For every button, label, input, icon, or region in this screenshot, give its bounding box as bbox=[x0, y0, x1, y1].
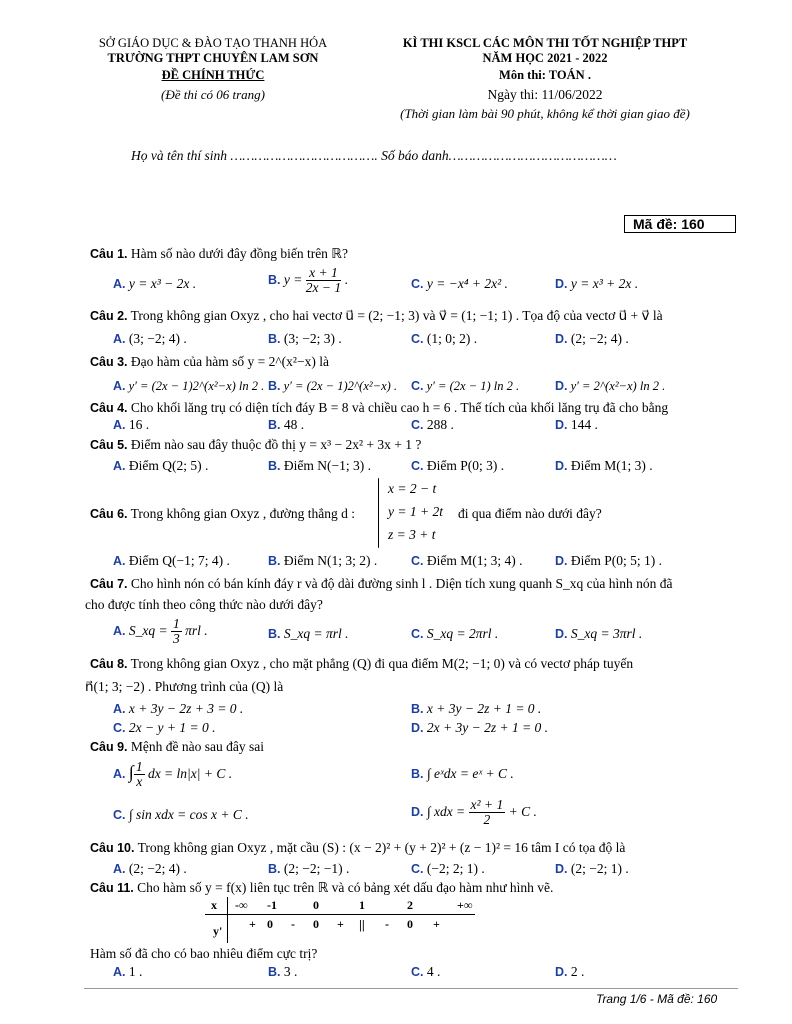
table-x-value: 2 bbox=[407, 898, 413, 912]
q9-option-c: C. ∫ sin xdx = cos x + C . bbox=[113, 807, 249, 822]
q11-option-d: D. 2 . bbox=[555, 964, 585, 979]
q4-option-a: A. 16 . bbox=[113, 417, 150, 432]
q5-option-b: B. Điểm N(−1; 3) . bbox=[268, 458, 371, 473]
exam-date: Ngày thi: 11/06/2022 bbox=[487, 87, 603, 102]
table-x-value: 0 bbox=[313, 898, 319, 912]
question-9: Câu 9. Mệnh đề nào sau đây sai bbox=[90, 739, 264, 754]
q1-option-d: D. y = x³ + 2x . bbox=[555, 276, 639, 291]
q9-option-a: A. ∫ $\frac{1}{x}$ dx = ln|x| + C . bbox=[113, 759, 233, 790]
q5-option-c: C. Điểm P(0; 3) . bbox=[411, 458, 505, 473]
question-2: Câu 2. Trong không gian Oxyz , cho hai vectơ u⃗ = (2; −1; 3) và v⃗ = (1; −1; 1) . Tọa độ của vectơ u⃗ + v⃗ là bbox=[90, 308, 663, 323]
table-x-value: 1 bbox=[359, 898, 365, 912]
table-vertical-line bbox=[227, 897, 228, 943]
question-text: Hàm số nào dưới đây đồng biến trên ℝ? bbox=[130, 246, 348, 261]
question-10: Câu 10. Trong không gian Oxyz , mặt cầu (S) : (x − 2)² + (y + 2)² + (z − 1)² = 16 tâm I có tọa độ là bbox=[90, 840, 626, 855]
q7-option-c: C. S_xq = 2πrl . bbox=[411, 626, 499, 641]
q8-option-d: D. 2x + 3y − 2z + 1 = 0 . bbox=[411, 720, 549, 735]
system-brace bbox=[378, 478, 379, 548]
question-7: Câu 7. Cho hình nón có bán kính đáy r và độ dài đường sinh l . Diện tích xung quanh S_xq của hình nón đã bbox=[90, 576, 673, 591]
q7-option-d: D. S_xq = 3πrl . bbox=[555, 626, 643, 641]
table-sign: + bbox=[337, 917, 344, 931]
question-label: Câu 1. bbox=[90, 247, 128, 261]
q3-option-c: C. y′ = (2x − 1) ln 2 . bbox=[411, 379, 520, 393]
q1-option-c: C. y = −x⁴ + 2x² . bbox=[411, 276, 508, 291]
question-4: Câu 4. Cho khối lăng trụ có diện tích đáy B = 8 và chiều cao h = 6 . Thể tích của khối lăng trụ đã cho bằng bbox=[90, 400, 669, 415]
q7-option-a: A. S_xq = $\frac{1}{3}$ πrl . bbox=[113, 616, 208, 647]
q1-option-b: B. y = $\frac{x + 1}{2x - 1}$ . bbox=[268, 265, 348, 296]
question-3: Câu 3. Đạo hàm của hàm số y = 2^(x²−x) là bbox=[90, 354, 329, 369]
q2-option-b: B. (3; −2; 3) . bbox=[268, 331, 342, 346]
exam-title: KÌ THI KSCL CÁC MÔN THI TỐT NGHIỆP THPT bbox=[402, 36, 688, 50]
table-sign: 0 bbox=[313, 917, 319, 931]
q4-option-d: D. 144 . bbox=[555, 417, 598, 432]
table-sign: + bbox=[249, 917, 256, 931]
table-x-value: +∞ bbox=[457, 898, 473, 912]
q5-option-d: D. Điểm M(1; 3) . bbox=[555, 458, 653, 473]
q8-option-c: C. 2x − y + 1 = 0 . bbox=[113, 720, 216, 735]
q6-option-b: B. Điểm N(1; 3; 2) . bbox=[268, 553, 378, 568]
q9-option-d: D. ∫ xdx = $\frac{\text{x² + 1}}{2}$ + C . bbox=[411, 797, 537, 828]
q6-option-c: C. Điểm M(1; 3; 4) . bbox=[411, 553, 523, 568]
q8-option-a: A. x + 3y − 2z + 3 = 0 . bbox=[113, 701, 244, 716]
q2-option-a: A. (3; −2; 4) . bbox=[113, 331, 187, 346]
derivative-sign-table bbox=[205, 897, 475, 943]
student-info-line: Họ và tên thí sinh ………………………………. Số báo danh…………………………………… bbox=[131, 148, 617, 163]
table-sign: - bbox=[291, 917, 295, 931]
question-5: Câu 5. Điểm nào sau đây thuộc đồ thị y = x³ − 2x² + 3x + 1 ? bbox=[90, 437, 422, 452]
question-6-tail: đi qua điểm nào dưới đây? bbox=[458, 506, 602, 521]
q3-option-a: A. y′ = (2x − 1)2^(x²−x) ln 2 . bbox=[113, 379, 265, 393]
page-footer: Trang 1/6 - Mã đề: 160 bbox=[596, 992, 718, 1006]
q2-option-d: D. (2; −2; 4) . bbox=[555, 331, 629, 346]
school-name: TRƯỜNG THPT CHUYÊN LAM SƠN bbox=[107, 51, 319, 65]
q4-option-c: C. 288 . bbox=[411, 417, 454, 432]
system-line-3: z = 3 + t bbox=[388, 527, 436, 542]
table-x-value: -∞ bbox=[235, 898, 248, 912]
q4-option-b: B. 48 . bbox=[268, 417, 305, 432]
q11-option-a: A. 1 . bbox=[113, 964, 143, 979]
system-line-2: y = 1 + 2t bbox=[388, 504, 443, 519]
question-6: Câu 6. Trong không gian Oxyz , đường thẳng d : bbox=[90, 506, 355, 521]
table-x-value: -1 bbox=[267, 898, 277, 912]
table-x-label: x bbox=[211, 898, 217, 912]
q11-option-b: B. 3 . bbox=[268, 964, 298, 979]
official-label: ĐỀ CHÍNH THỨC bbox=[161, 68, 265, 82]
q3-option-d: D. y′ = 2^(x²−x) ln 2 . bbox=[555, 379, 666, 393]
q10-option-b: B. (2; −2; −1) . bbox=[268, 861, 350, 876]
school-year: NĂM HỌC 2021 - 2022 bbox=[482, 51, 608, 65]
q3-option-b: B. y′ = (2x − 1)2^(x²−x) . bbox=[268, 379, 398, 393]
question-11: Câu 11. Cho hàm số y = f(x) liên tục trên ℝ và có bảng xét dấu đạo hàm như hình vẽ. bbox=[90, 880, 554, 895]
table-sign: || bbox=[359, 917, 365, 932]
q11-option-c: C. 4 . bbox=[411, 964, 441, 979]
table-horizontal-line bbox=[205, 914, 475, 915]
question-11-prompt: Hàm số đã cho có bao nhiêu điểm cực trị? bbox=[90, 946, 318, 961]
footer-divider bbox=[84, 988, 738, 989]
table-y-label: y' bbox=[213, 924, 223, 938]
q6-option-d: D. Điểm P(0; 5; 1) . bbox=[555, 553, 662, 568]
table-sign: 0 bbox=[407, 917, 413, 931]
q8-option-b: B. x + 3y − 2z + 1 = 0 . bbox=[411, 701, 542, 716]
dept-name: SỞ GIÁO DỤC & ĐÀO TẠO THANH HÓA bbox=[98, 36, 328, 50]
q9-option-b: B. ∫ eˣdx = eˣ + C . bbox=[411, 766, 514, 781]
time-note: (Thời gian làm bài 90 phút, không kể thời gian giao đề) bbox=[400, 106, 690, 121]
table-sign: + bbox=[433, 917, 440, 931]
system-line-1: x = 2 − t bbox=[388, 481, 437, 496]
subject: Môn thi: TOÁN . bbox=[499, 68, 591, 82]
page-count-note: (Đề thi có 06 trang) bbox=[161, 87, 265, 102]
question-8: Câu 8. Trong không gian Oxyz , cho mặt phẳng (Q) đi qua điểm M(2; −1; 0) và có vectơ pháp tuyến bbox=[90, 656, 634, 671]
table-sign: 0 bbox=[267, 917, 273, 931]
question-8-line-2: n⃗(1; 3; −2) . Phương trình của (Q) là bbox=[85, 679, 284, 694]
question-1 bbox=[90, 246, 348, 262]
exam-code-box: Mã đề: 160 bbox=[624, 215, 736, 233]
q2-option-c: C. (1; 0; 2) . bbox=[411, 331, 478, 346]
q1-option-a: A. y = x³ − 2x . bbox=[113, 276, 197, 291]
table-sign: - bbox=[385, 917, 389, 931]
q10-option-a: A. (2; −2; 4) . bbox=[113, 861, 187, 876]
q6-option-a: A. Điểm Q(−1; 7; 4) . bbox=[113, 553, 230, 568]
q5-option-a: A. Điểm Q(2; 5) . bbox=[113, 458, 209, 473]
q10-option-d: D. (2; −2; 1) . bbox=[555, 861, 629, 876]
q10-option-c: C. (−2; 2; 1) . bbox=[411, 861, 485, 876]
q7-option-b: B. S_xq = πrl . bbox=[268, 626, 349, 641]
question-7-line-2: cho được tính theo công thức nào dưới đây? bbox=[85, 597, 323, 612]
